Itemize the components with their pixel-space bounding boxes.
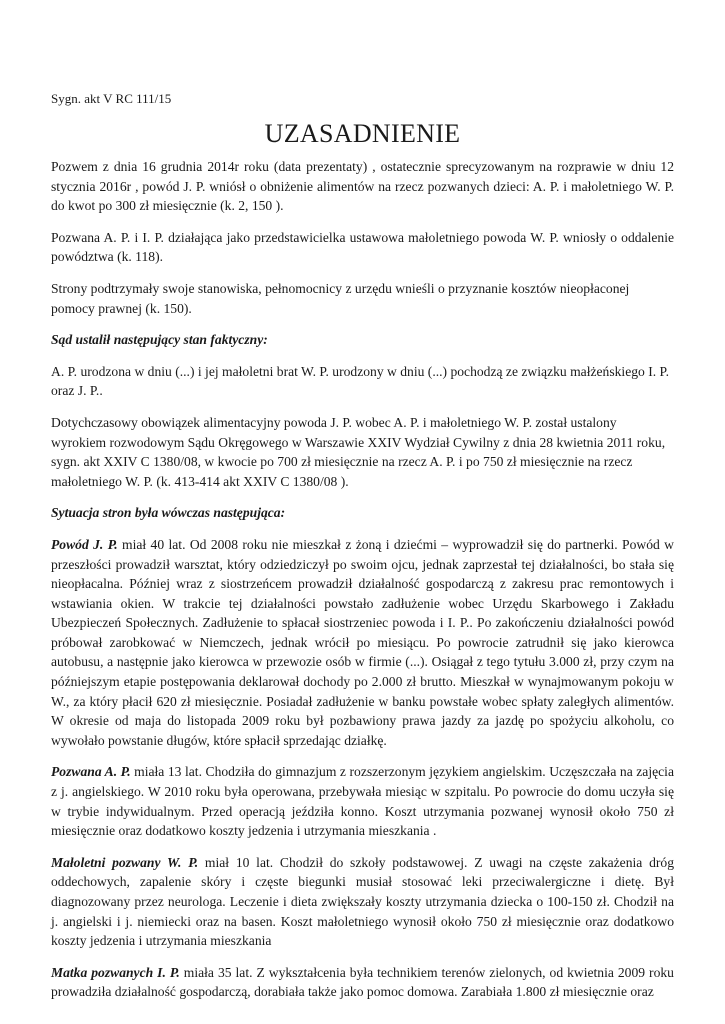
paragraph-mother [51, 963, 674, 1002]
paragraph-defendant-w [51, 853, 674, 951]
section-heading-situation: Sytuacja stron była wówczas następująca: [51, 505, 286, 521]
paragraph-children: A. P. urodzona w dniu (...) i jej małoletni brat W. P. urodzony w dniu (...) pochodzą ze związku małżeńskiego I. P. oraz J. P.. [51, 363, 670, 399]
mother-lead: Matka pozwanych I. P. [51, 964, 180, 980]
paragraph-defendant-a [51, 762, 674, 840]
defendant-w-lead: Małoletni pozwany W. P. [51, 854, 199, 870]
defendant-a-lead: Pozwana A. P. [51, 764, 131, 780]
paragraph-plaintiff [51, 535, 674, 751]
plaintiff-lead: Powód J. P. [51, 536, 118, 552]
document-title: UZASADNIENIE [264, 119, 461, 148]
section-heading-facts: Sąd ustalił następujący stan faktyczny: [51, 332, 268, 348]
case-signature: Sygn. akt V RC 111/15 [51, 91, 172, 106]
paragraph-claim: Pozwem z dnia 16 grudnia 2014r roku (data prezentaty) , ostatecznie sprecyzowanym na rozprawie w dniu 12 stycznia 2016r , powód J. P. wniósł o obniżenie alimentów na rzecz pozwanych dzieci: A. P. i małoletniego W. P. do kwot po 300 zł miesięcznie (k. 2, 150 ). [51, 159, 674, 214]
document-body [51, 89, 674, 1014]
defendant-a-text: miała 13 lat. Chodziła do gimnazjum z rozszerzonym językiem angielskim. Uczęszczała na zajęcia z j. angielskiego. W 2010 roku była operowana, przebywała miesiąc w szpitalu. Po powrocie do domu uczyła się w trybie indywidualnym. Przed operacją jeździła konno. Koszt utrzymania pozwanej wynosił około 750 zł miesięcznie oraz dodatkowo koszty jedzenia i utrzymania mieszkania . [51, 764, 674, 839]
mother-text: miała 35 lat. Z wykształcenia była technikiem terenów zielonych, od kwietnia 2009 roku prowadziła działalność gospodarczą, dorabiała także jako pomoc domowa. Zarabiała 1.800 zł miesięcznie oraz [51, 964, 674, 1000]
paragraph-previous-obligation: Dotychczasowy obowiązek alimentacyjny powoda J. P. wobec A. P. i małoletniego W. P. został ustalony wyrokiem rozwodowym Sądu Okręgowego w Warszawie XXIV Wydział Cywilny z dnia 28 kwietnia 2011 roku, sygn. akt XXIV C 1380/08, w kwocie po 700 zł miesięcznie na rzecz A. P. i po 750 zł miesięcznie na rzecz małoletniego W. P. (k. 413-414 akt XXIV C 1380/08 ). [51, 414, 666, 489]
paragraph-defendants-response: Pozwana A. P. i I. P. działająca jako przedstawicielka ustawowa małoletniego powoda W. P. wniosły o oddalenie powództwa (k. 118). [51, 229, 674, 265]
plaintiff-text: miał 40 lat. Od 2008 roku nie mieszkał z żoną i dziećmi – wyprowadził się do partnerki. Powód w przeszłości prowadził warsztat, który odziedziczył po swoim ojcu, jednak zaprzestał tej działalności, bo stała się nieopłacalna. Później wraz z siostrzeńcem prowadził działalność gospodarczą z zakresu prac remontowych i wstawiania okien. W trakcie tej działalności powstało zadłużenie wobec Urzędu Skarbowego i Zakładu Ubezpieczeń Społecznych. Zadłużenie to spłacał siostrzeniec powoda i I. P.. Po zakończeniu działalności powód próbował zarobkować w Niemczech, jednak wrócił po miesiącu. Po powrocie zatrudnił się jako kierowca autobusu, a następnie jako kierowca w przewozie osób w firmie (...). Osiągał z tego tytułu 3.000 zł, przy czym na późniejszym etapie postępowania deklarował dochody po 2.000 zł brutto. Mieszkał w wynajmowanym pokoju w W., za który płacił 620 zł miesięcznie. Posiadał zadłużenie w banku powstałe wobec spłaty zaległych alimentów. W okresie od maja do listopada 2009 roku był pozbawiony prawa jazdy za jazdę po spożyciu alkoholu, co wywołało powstanie długów, które spłacił sprzedając działkę. [51, 536, 674, 748]
paragraph-parties-positions: Strony podtrzymały swoje stanowiska, pełnomocnicy z urzędu wnieśli o przyznanie kosztów nieopłaconej pomocy prawnej (k. 150). [51, 280, 630, 316]
defendant-w-text: miał 10 lat. Chodził do szkoły podstawowej. Z uwagi na częste zakażenia dróg oddechowych, zapalenie skóry i częste biegunki musiał stosować leki przeciwalergiczne i dietę. Był diagnozowany przez neurologa. Leczenie i dieta zwiększały koszty utrzymania dziecka o 100-150 zł. Chodził na j. angielski i j. niemiecki oraz na basen. Koszt małoletniego wynosił około 750 zł miesięcznie oraz dodatkowo koszty jedzenia i utrzymania mieszkania [51, 854, 674, 949]
